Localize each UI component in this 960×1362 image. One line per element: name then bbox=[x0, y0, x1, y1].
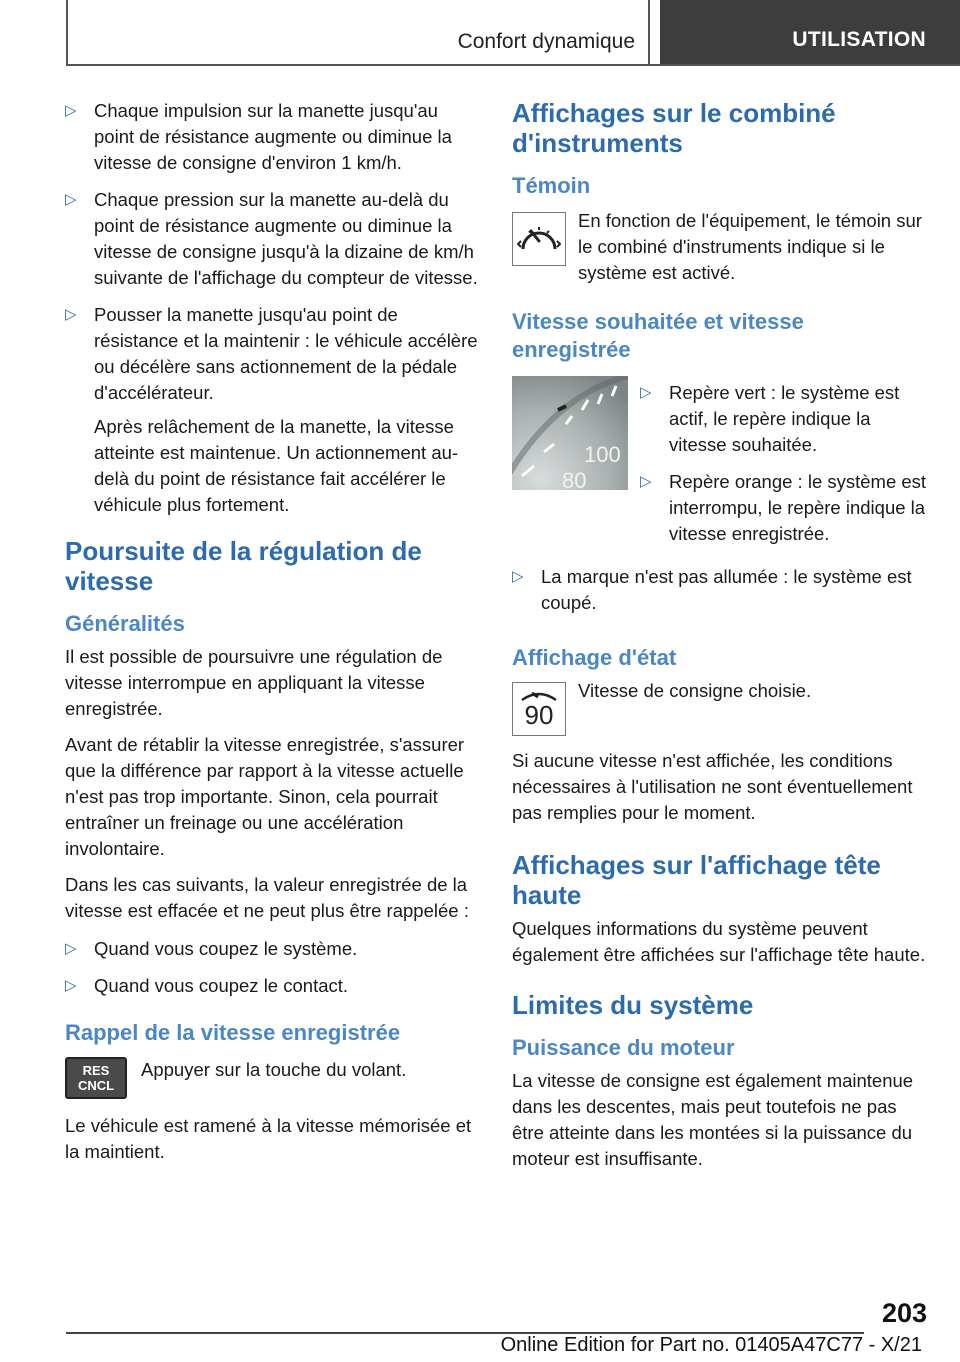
indicator-row bbox=[512, 208, 928, 286]
header-rule bbox=[66, 64, 960, 66]
bullet-text: Chaque impulsion sur la manette jusqu'au point de résistance augmente ou diminue la vitesse de consigne d'environ 1 km/h. bbox=[94, 100, 452, 173]
left-column bbox=[65, 98, 480, 1175]
bullet-text: Pousser la manette jusqu'au point de résistance et la maintenir : le véhicule accélère ou décélère sans actionnement de la pédale d'accélérateur. bbox=[94, 304, 478, 403]
right-column bbox=[512, 98, 928, 1182]
res-cncl-button-icon bbox=[65, 1057, 127, 1099]
triangle-bullet-icon: ▷ bbox=[65, 940, 77, 957]
set-speed-value: 90 bbox=[524, 700, 554, 730]
bullet-text: La marque n'est pas allumée : le système est coupé. bbox=[541, 566, 912, 613]
recall-text: Appuyer sur la touche du volant. bbox=[141, 1059, 407, 1080]
triangle-bullet-icon: ▷ bbox=[512, 568, 524, 585]
paragraph: Le véhicule est ramené à la vitesse mémorisée et la maintient. bbox=[65, 1115, 472, 1162]
gauge-label-80: 80 bbox=[562, 468, 587, 490]
paragraph: Si aucune vitesse n'est affichée, les conditions nécessaires à l'utilisation ne sont éventuellement pas remplies pour le moment. bbox=[512, 750, 913, 823]
speedometer-photo bbox=[512, 376, 628, 490]
edition-text: Online Edition for Part no. 01405A47C77 - X/21 bbox=[500, 1334, 922, 1356]
bullet-continuation: Après relâchement de la manette, la vitesse atteinte est maintenue. Un actionnement au-delà du point de résistance fait accélérer le véhicule plus fortement. bbox=[94, 416, 459, 515]
indicator-text: En fonction de l'équipement, le témoin sur le combiné d'instruments indique si le système est activé. bbox=[578, 210, 922, 283]
triangle-bullet-icon: ▷ bbox=[640, 473, 652, 490]
list-item bbox=[640, 469, 928, 547]
heading-recall: Rappel de la vitesse enregistrée bbox=[65, 1020, 401, 1045]
cncl-label: CNCL bbox=[77, 1078, 115, 1093]
triangle-bullet-icon: ▷ bbox=[65, 191, 77, 208]
heading-desired-speed: Vitesse souhaitée et vitesse enregistrée bbox=[512, 309, 804, 362]
speed-marks-row bbox=[512, 376, 928, 558]
bullet-text: Chaque pression sur la manette au-delà du point de résistance augmente ou diminue la vitesse de consigne jusqu'à la dizaine de km/h suivante de l'affichage du compteur de vitesse. bbox=[94, 189, 478, 288]
triangle-bullet-icon: ▷ bbox=[65, 102, 77, 119]
heading-indicator: Témoin bbox=[512, 173, 591, 198]
heading-engine-power: Puissance du moteur bbox=[512, 1035, 735, 1060]
paragraph: La vitesse de consigne est également maintenue dans les descentes, mais peut toutefois ne pas être atteinte dans les montées si la puissance du moteur est insuffisante. bbox=[512, 1070, 914, 1169]
bullet-text: Repère orange : le système est interrompu, le repère indique la vitesse enregistrée. bbox=[669, 471, 927, 544]
list-item bbox=[65, 98, 480, 176]
heading-general: Généralités bbox=[65, 611, 185, 636]
cruise-control-gauge-icon bbox=[512, 212, 566, 266]
triangle-bullet-icon: ▷ bbox=[640, 384, 652, 401]
header-separator bbox=[648, 0, 650, 66]
paragraph: Avant de rétablir la vitesse enregistrée, s'assurer que la différence par rapport à la vitesse actuelle n'est pas trop importante. Sinon, cela pourrait entraîner un freinage ou une accélération involontaire. bbox=[65, 734, 465, 859]
paragraph: Il est possible de poursuivre une régulation de vitesse interrompue en appliquant la vitesse enregistrée. bbox=[65, 646, 443, 719]
res-label: RES bbox=[82, 1063, 110, 1078]
header-chapter-label: UTILISATION bbox=[792, 28, 926, 51]
list-item bbox=[512, 564, 928, 616]
recall-instruction bbox=[65, 1057, 480, 1099]
heading-status-display: Affichage d'état bbox=[512, 645, 677, 670]
heading-hud: Affichages sur l'affichage tête haute bbox=[512, 850, 881, 910]
header-section-title: Confort dynamique bbox=[457, 30, 635, 53]
gauge-label-100: 100 bbox=[584, 442, 621, 467]
list-item bbox=[65, 936, 480, 962]
header-chapter-tab bbox=[660, 0, 960, 64]
list-item bbox=[65, 302, 480, 518]
heading-system-limits: Limites du système bbox=[512, 990, 754, 1020]
paragraph: Dans les cas suivants, la valeur enregistrée de la vitesse est effacée et ne peut plus être rappelée : bbox=[65, 874, 469, 921]
status-row bbox=[512, 678, 928, 736]
heading-instrument-displays: Affichages sur le combiné d'instruments bbox=[512, 98, 836, 158]
bullet-text: Quand vous coupez le système. bbox=[94, 938, 358, 959]
paragraph: Quelques informations du système peuvent également être affichées sur l'affichage tête haute. bbox=[512, 918, 926, 965]
bullet-text: Repère vert : le système est actif, le repère indique la vitesse souhaitée. bbox=[669, 382, 900, 455]
triangle-bullet-icon: ▷ bbox=[65, 306, 77, 323]
heading-resume: Poursuite de la régulation de vitesse bbox=[65, 536, 422, 596]
list-item bbox=[65, 973, 480, 999]
list-item bbox=[640, 380, 928, 458]
status-text: Vitesse de consigne choisie. bbox=[578, 680, 812, 701]
triangle-bullet-icon: ▷ bbox=[65, 977, 77, 994]
header-left-border bbox=[66, 0, 68, 66]
set-speed-display-icon bbox=[512, 682, 566, 736]
bullet-text: Quand vous coupez le contact. bbox=[94, 975, 349, 996]
page-number: 203 bbox=[881, 1298, 927, 1328]
list-item bbox=[65, 187, 480, 291]
